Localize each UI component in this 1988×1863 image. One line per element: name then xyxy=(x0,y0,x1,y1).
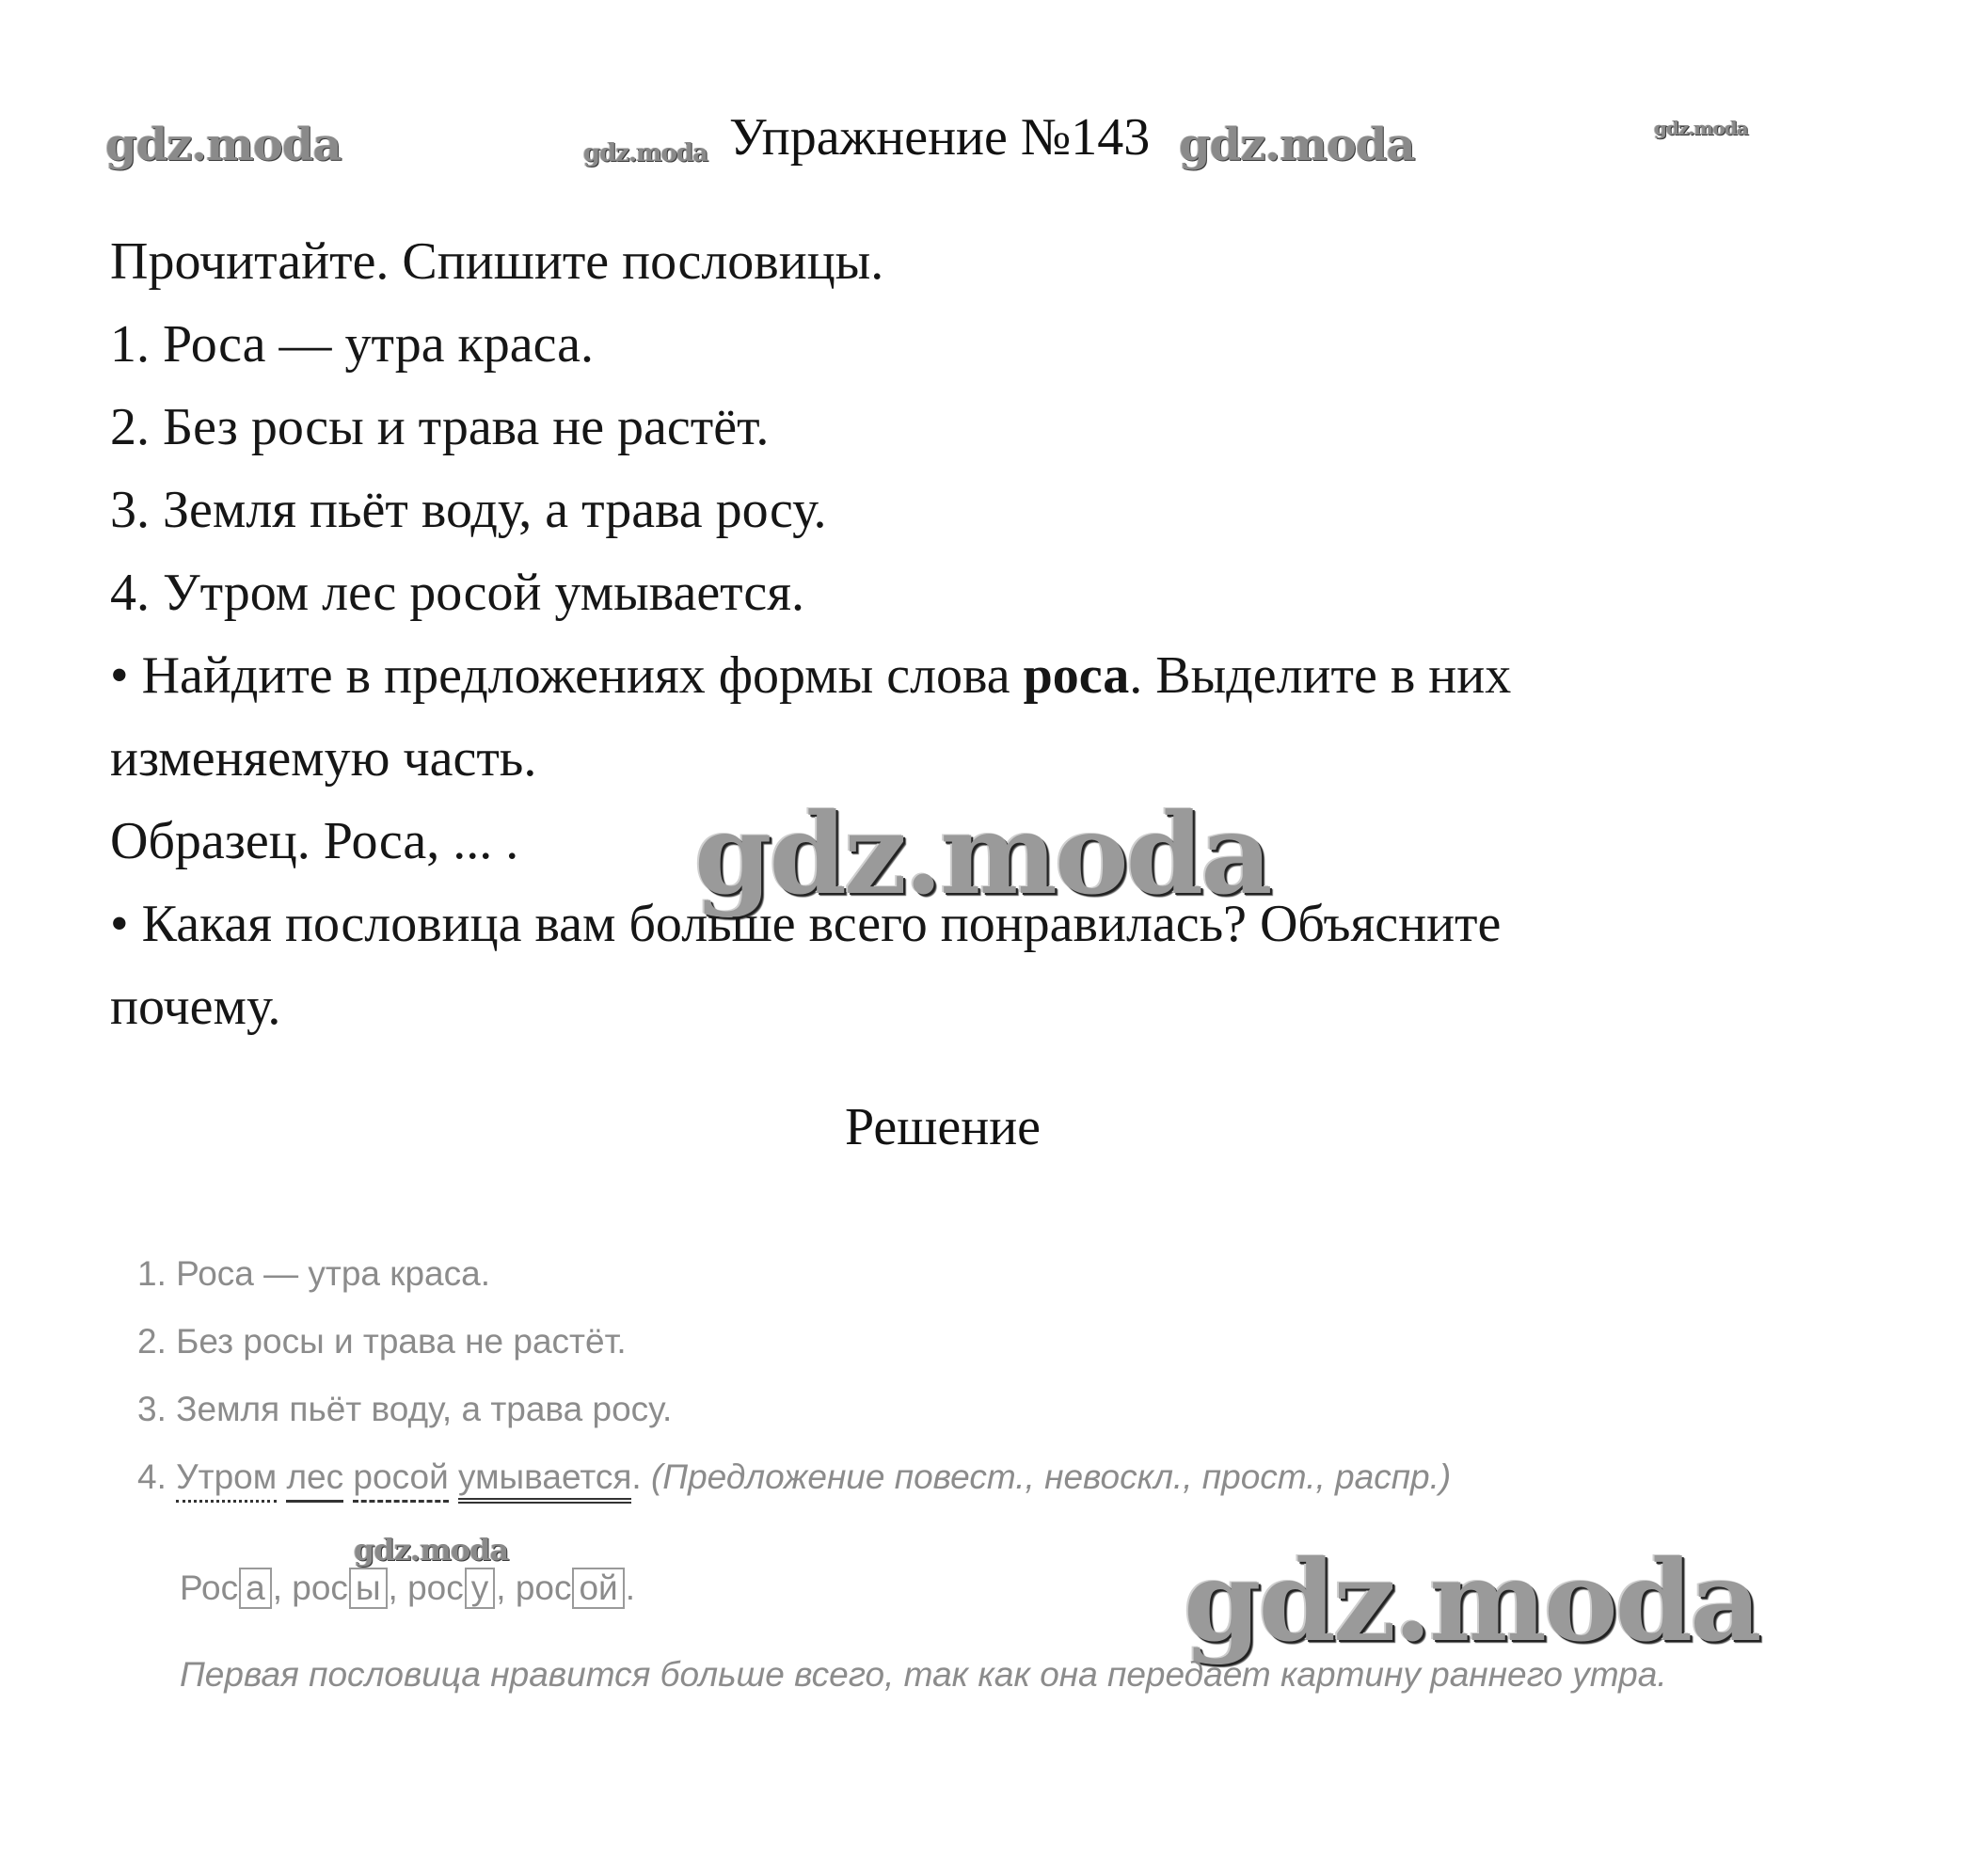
watermark-top-mid: gdz.moda xyxy=(1179,119,1415,171)
sentence-analysis-note: (Предложение повест., невоскл., прост., распр.) xyxy=(650,1457,1452,1496)
form-3-sep: , xyxy=(496,1568,516,1607)
solution-line-3: 3. Земля пьёт воду, а трава росу. xyxy=(137,1390,673,1428)
task-bullet-2-line2: почему. xyxy=(110,978,281,1036)
page-title: Упражнение №143 xyxy=(729,108,1151,167)
watermark-top-left: gdz.moda xyxy=(105,119,342,171)
proverb-2: 2. Без росы и трава не растёт. xyxy=(110,398,770,456)
line4-dot: . xyxy=(631,1457,642,1496)
watermark-center: gdz.moda xyxy=(694,788,1270,919)
word-rosoy: росой xyxy=(353,1457,448,1503)
solution-heading: Решение xyxy=(845,1098,1042,1156)
form-3-ending: у xyxy=(465,1568,496,1609)
watermark-top-small: gdz.moda xyxy=(583,139,708,167)
form-1-stem: Рос xyxy=(180,1568,239,1607)
form-4-stem: рос xyxy=(515,1568,572,1607)
task-instruction: Прочитайте. Спишите пословицы. xyxy=(110,232,884,291)
task-bullet-2: • Какая пословица вам больше всего понравилась? Объясните xyxy=(110,895,1502,953)
bullet1-bold-word: роса xyxy=(1023,646,1130,705)
form-2-stem: рос xyxy=(292,1568,348,1607)
solution-line-4 xyxy=(137,1457,1451,1498)
task-sample: Образец. Роса, ... . xyxy=(110,812,519,870)
form-4-ending: ой xyxy=(572,1568,624,1609)
bullet1-after: . Выделите в них xyxy=(1129,646,1512,705)
proverb-1: 1. Роса — утра краса. xyxy=(110,315,595,374)
watermark-top-right: gdz.moda xyxy=(1654,117,1748,139)
form-4-sep: . xyxy=(625,1568,635,1607)
solution-line-2: 2. Без росы и трава не растёт. xyxy=(137,1322,627,1361)
answer-text: Первая пословица нравится больше всего, так как она передает картину раннего утра. xyxy=(180,1655,1667,1694)
form-2-ending: ы xyxy=(349,1568,388,1609)
proverb-4: 4. Утром лес росой умывается. xyxy=(110,564,804,622)
word-umyvaetsya: умывается xyxy=(458,1457,631,1504)
bullet1-before: • Найдите в предложениях формы слова xyxy=(110,646,1024,705)
word-utrom: Утром xyxy=(176,1457,277,1503)
form-3-stem: рос xyxy=(407,1568,464,1607)
solution-answer xyxy=(180,1654,1667,1696)
form-2-sep: , xyxy=(388,1568,408,1607)
line4-number: 4. xyxy=(137,1457,167,1496)
task-bullet-1-line2: изменяемую часть. xyxy=(110,729,537,788)
form-1-ending: а xyxy=(239,1568,272,1609)
watermark-solution-small: gdz.moda xyxy=(354,1532,509,1568)
proverb-3: 3. Земля пьёт воду, а трава росу. xyxy=(110,481,827,539)
solution-line-1: 1. Роса — утра краса. xyxy=(137,1254,490,1293)
task-bullet-1 xyxy=(110,647,1511,704)
watermark-solution-big: gdz.moda xyxy=(1184,1536,1759,1666)
word-les: лес xyxy=(286,1457,343,1503)
word-forms xyxy=(180,1568,635,1609)
form-1-sep: , xyxy=(272,1568,293,1607)
